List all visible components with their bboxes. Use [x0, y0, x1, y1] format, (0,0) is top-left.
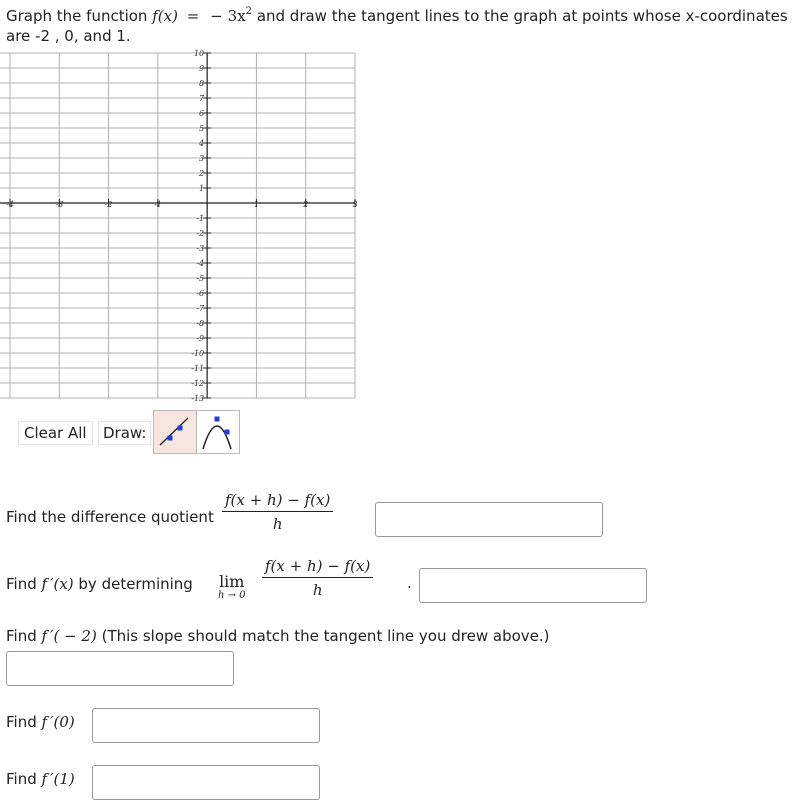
y-tick-label: -9 — [196, 334, 205, 343]
y-tick-label: 4 — [199, 139, 205, 148]
q1-coef: 3x — [227, 7, 246, 25]
y-tick-label: 7 — [199, 94, 205, 103]
f-prime-minus2-post: (This slope should match the tangent line you drew above.) — [96, 627, 550, 645]
derivative-label — [6, 575, 193, 593]
parabola-icon — [197, 411, 239, 453]
line-tool-button[interactable] — [153, 410, 197, 454]
q1-suffix: and draw the tangent lines to the graph at points whose x-coordinates — [252, 7, 788, 25]
derivative-fraction — [262, 557, 373, 599]
line-with-points-icon — [154, 411, 196, 453]
y-tick-label: 6 — [199, 109, 205, 118]
graph-area[interactable] — [0, 48, 360, 408]
f-prime-1-expr: f ′(1) — [41, 770, 75, 788]
x-tick-label: -2 — [104, 200, 113, 209]
x-tick-label: 1 — [253, 200, 259, 209]
f-prime-minus2-pre: Find — [6, 627, 42, 645]
x-tick-label: -1 — [153, 200, 162, 209]
diff-quotient-label: Find the difference quotient — [6, 508, 214, 526]
f-prime-0-pre: Find — [6, 713, 42, 731]
draw-label: Draw: — [98, 421, 151, 445]
grid-lines — [0, 53, 358, 398]
y-tick-label: -5 — [196, 274, 205, 283]
y-tick-label: 2 — [199, 169, 205, 178]
y-tick-label: -12 — [191, 379, 205, 388]
question-1-text — [6, 6, 788, 46]
q1-prefix: Graph the function — [6, 7, 153, 25]
x-tick-label: -3 — [55, 200, 64, 209]
q1-exponent: 2 — [245, 6, 253, 17]
derivative-label-mid: by determining — [73, 575, 193, 593]
axes — [0, 53, 358, 398]
f-prime-0-label — [6, 713, 75, 731]
derivative-denominator: h — [312, 581, 323, 599]
y-tick-label: 1 — [199, 184, 205, 193]
x-tick-label: 3 — [352, 200, 358, 209]
x-tick-labels — [6, 200, 357, 209]
limit-word: lim — [219, 572, 245, 591]
y-tick-label: 10 — [193, 49, 205, 58]
q1-equals: = — [186, 7, 200, 25]
f-prime-0-expr: f ′(0) — [41, 713, 75, 731]
y-tick-label: 3 — [199, 154, 205, 163]
diff-quotient-input[interactable] — [375, 502, 603, 537]
y-tick-label: -8 — [196, 319, 205, 328]
y-tick-label: -7 — [196, 304, 205, 313]
y-tick-label: -6 — [196, 289, 205, 298]
y-tick-label: 5 — [199, 124, 205, 133]
y-tick-label: 9 — [199, 64, 205, 73]
diff-quotient-denominator: h — [272, 515, 283, 533]
y-tick-label: -10 — [191, 349, 205, 358]
y-tick-label: -3 — [196, 244, 205, 253]
f-prime-minus2-expr: f ′( − 2) — [41, 627, 97, 645]
f-prime-1-input[interactable] — [92, 765, 320, 800]
f-prime-minus2-label — [6, 627, 550, 645]
limit-expression — [218, 574, 246, 602]
y-tick-label: -1 — [196, 214, 205, 223]
derivative-period: . — [407, 574, 412, 592]
y-tick-label: -11 — [191, 364, 205, 373]
f-prime-1-label — [6, 770, 75, 788]
x-tick-label: 2 — [303, 200, 309, 209]
f-prime-0-input[interactable] — [92, 708, 320, 743]
q1-func: f(x) — [152, 7, 178, 25]
y-tick-label: -4 — [196, 259, 205, 268]
f-prime-minus2-input[interactable] — [6, 651, 234, 686]
limit-subscript: h → 0 — [218, 590, 246, 601]
diff-quotient-fraction — [222, 491, 333, 533]
y-tick-label: -2 — [196, 229, 205, 238]
x-tick-label: -4 — [6, 200, 14, 209]
y-tick-label: 8 — [199, 79, 205, 88]
y-tick-labels — [191, 49, 205, 403]
clear-all-button[interactable]: Clear All — [18, 421, 93, 445]
derivative-label-pre: Find — [6, 575, 42, 593]
diff-quotient-numerator: f(x + h) − f(x) — [222, 491, 333, 512]
derivative-f-prime: f ′(x) — [41, 575, 74, 593]
derivative-input[interactable] — [419, 568, 647, 603]
y-tick-label: -13 — [191, 394, 205, 403]
derivative-numerator: f(x + h) − f(x) — [262, 557, 373, 578]
q1-line2: are -2 , 0, and 1. — [6, 27, 131, 45]
f-prime-1-pre: Find — [6, 770, 42, 788]
q1-minus: − — [210, 7, 223, 25]
parabola-tool-button[interactable] — [196, 410, 240, 454]
